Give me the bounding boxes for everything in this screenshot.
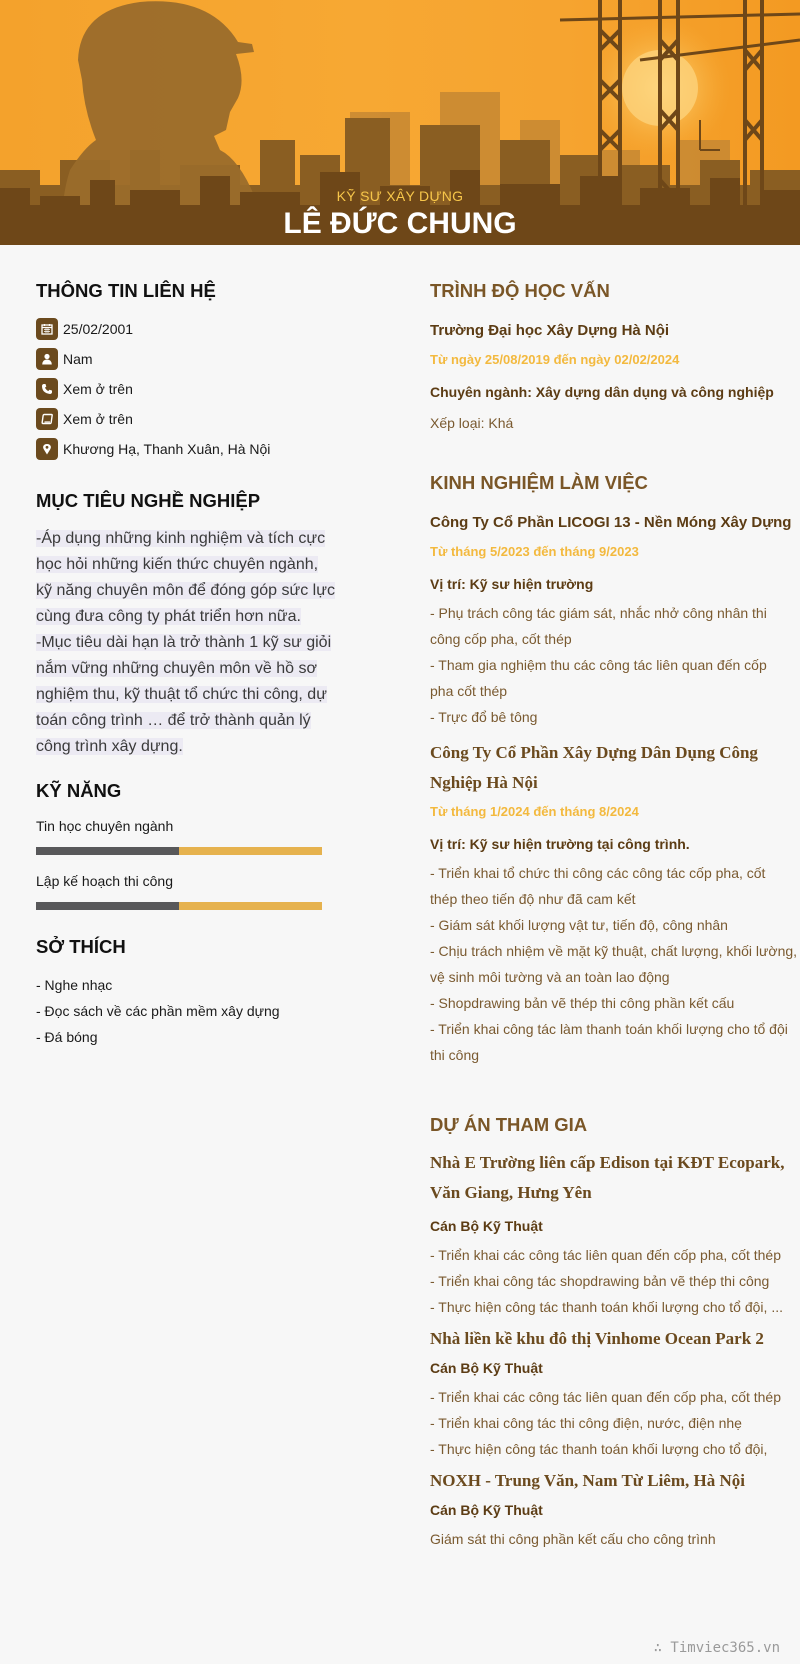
experience-section-title: KINH NGHIỆM LÀM VIỆC bbox=[430, 472, 648, 493]
job-description bbox=[430, 860, 800, 1068]
hobby-item: - Đá bóng bbox=[36, 1029, 98, 1045]
project-desc-line: - Triển khai công tác thi công điện, nước, điện nhẹ bbox=[430, 1415, 742, 1431]
email-icon bbox=[36, 408, 58, 430]
education-period: Từ ngày 25/08/2019 đến ngày 02/02/2024 bbox=[430, 352, 680, 367]
skill-bar bbox=[36, 847, 322, 855]
contact-item-gender bbox=[36, 344, 356, 374]
job-role: Vị trí: Kỹ sư hiện trường bbox=[430, 576, 594, 592]
skill-label: Tin học chuyên ngành bbox=[36, 818, 174, 834]
job-title: KỸ SƯ XÂY DỰNG bbox=[336, 188, 464, 204]
objective-line: toán công trình … để trở thành quản lý bbox=[36, 712, 311, 729]
location-icon bbox=[36, 438, 58, 460]
project-description bbox=[430, 1242, 800, 1320]
project-desc-line: - Thực hiện công tác thanh toán khối lượng cho tổ đội, ... bbox=[430, 1299, 783, 1315]
project-desc-line: - Triển khai các công tác liên quan đến cốp pha, cốt thép bbox=[430, 1389, 782, 1405]
contact-list bbox=[36, 314, 356, 464]
left-column bbox=[36, 280, 356, 1050]
contact-item-phone bbox=[36, 374, 356, 404]
job-company: Công Ty Cổ Phần Xây Dựng Dân Dụng Công Nghiệp Hà Nội bbox=[430, 743, 758, 792]
right-column bbox=[430, 280, 800, 1552]
job-period: Từ tháng 5/2023 đến tháng 9/2023 bbox=[430, 544, 639, 559]
project-description bbox=[430, 1384, 800, 1462]
project-role: Cán Bộ Kỹ Thuật bbox=[430, 1360, 543, 1376]
job-desc-line: công cốp pha, cốt thép bbox=[430, 631, 572, 647]
contact-phone-text: Xem ở trên bbox=[63, 381, 133, 397]
objective-text bbox=[36, 526, 356, 760]
hobby-item: - Đọc sách về các phần mềm xây dựng bbox=[36, 1003, 280, 1019]
watermark-text: Timviec365.vn bbox=[670, 1640, 780, 1656]
objective-line: nghiệm thu, kỹ thuật tổ chức thi công, dự bbox=[36, 686, 327, 703]
skill-label: Lập kế hoạch thi công bbox=[36, 873, 173, 889]
job-desc-line: - Tham gia nghiệm thu các công tác liên quan đến cốp bbox=[430, 657, 767, 673]
watermark-dots-icon: ∴ bbox=[653, 1640, 671, 1656]
job-company: Công Ty Cổ Phần LICOGI 13 - Nền Móng Xây Dựng bbox=[430, 514, 792, 531]
skill-bar bbox=[36, 902, 322, 910]
job-desc-line: - Shopdrawing bản vẽ thép thi công phần kết cấu bbox=[430, 995, 735, 1011]
project-desc-line: - Triển khai các công tác liên quan đến cốp pha, cốt thép bbox=[430, 1247, 782, 1263]
objective-line: nắm vững những chuyên môn về hồ sơ bbox=[36, 660, 317, 677]
job-desc-line: thép theo tiến độ như đã cam kết bbox=[430, 891, 636, 907]
objective-line: công trình xây dựng. bbox=[36, 738, 183, 755]
job-description bbox=[430, 600, 800, 730]
job-desc-line: - Phụ trách công tác giám sát, nhắc nhở công nhân thi bbox=[430, 605, 767, 621]
contact-item-birthday bbox=[36, 314, 356, 344]
job-desc-line: - Giám sát khối lượng vật tư, tiến độ, công nhân bbox=[430, 917, 728, 933]
contact-email-text: Xem ở trên bbox=[63, 411, 133, 427]
objective-line: -Mục tiêu dài hạn là trở thành 1 kỹ sư giỏi bbox=[36, 634, 332, 651]
job-desc-line: - Triển khai tổ chức thi công các công tác cốp pha, cốt bbox=[430, 865, 766, 881]
job-period: Từ tháng 1/2024 đến tháng 8/2024 bbox=[430, 804, 639, 819]
job-desc-line: vệ sinh môi tường và an toàn lao động bbox=[430, 969, 670, 985]
calendar-icon bbox=[36, 318, 58, 340]
candidate-name: LÊ ĐỨC CHUNG bbox=[283, 207, 517, 240]
projects-section-title: DỰ ÁN THAM GIA bbox=[430, 1114, 588, 1135]
objective-line: học hỏi những kiến thức chuyên ngành, bbox=[36, 556, 319, 573]
job-desc-line: - Trực đổ bê tông bbox=[430, 709, 538, 725]
contact-address-text: Khương Hạ, Thanh Xuân, Hà Nội bbox=[63, 441, 271, 457]
job-role: Vị trí: Kỹ sư hiện trường tại công trình. bbox=[430, 836, 690, 852]
phone-icon bbox=[36, 378, 58, 400]
objective-line: kỹ năng chuyên môn để đóng góp sức lực bbox=[36, 582, 335, 599]
project-desc-line: Giám sát thi công phần kết cấu cho công trình bbox=[430, 1531, 716, 1547]
objective-section-title: MỤC TIÊU NGHỀ NGHIỆP bbox=[36, 490, 261, 511]
project-name: Nhà liền kề khu đô thị Vinhome Ocean Park 2 bbox=[430, 1329, 764, 1348]
hobby-item: - Nghe nhạc bbox=[36, 977, 113, 993]
skill-bar-fill bbox=[36, 902, 179, 910]
hobbies-section-title: SỞ THÍCH bbox=[36, 936, 126, 957]
objective-line: cùng đưa công ty phát triển hơn nữa. bbox=[36, 608, 301, 625]
project-desc-line: - Thực hiện công tác thanh toán khối lượng cho tổ đội, bbox=[430, 1441, 768, 1457]
job-desc-line: pha cốt thép bbox=[430, 683, 508, 699]
education-major: Chuyên ngành: Xây dựng dân dụng và công nghiệp bbox=[430, 384, 774, 400]
project-desc-line: - Triển khai công tác shopdrawing bản vẽ thép thi công bbox=[430, 1273, 770, 1289]
education-grade: Xếp loại: Khá bbox=[430, 415, 514, 431]
skills-section-title: KỸ NĂNG bbox=[36, 780, 122, 801]
contact-item-address bbox=[36, 434, 356, 464]
education-school: Trường Đại học Xây Dựng Hà Nội bbox=[430, 322, 670, 339]
objective-line: -Áp dụng những kinh nghiệm và tích cực bbox=[36, 530, 326, 547]
user-icon bbox=[36, 348, 58, 370]
skill-bar-fill bbox=[36, 847, 179, 855]
skill-item bbox=[36, 873, 356, 910]
job-desc-line: thi công bbox=[430, 1047, 480, 1063]
watermark bbox=[654, 1640, 780, 1656]
contact-item-email bbox=[36, 404, 356, 434]
project-name: NOXH - Trung Văn, Nam Từ Liêm, Hà Nội bbox=[430, 1471, 745, 1490]
project-role: Cán Bộ Kỹ Thuật bbox=[430, 1502, 543, 1518]
project-description bbox=[430, 1526, 800, 1552]
job-desc-line: - Triển khai công tác làm thanh toán khối lượng cho tổ đội bbox=[430, 1021, 788, 1037]
job-desc-line: - Chịu trách nhiệm về mặt kỹ thuật, chất lượng, khối lường, bbox=[430, 943, 798, 959]
contact-section-title: THÔNG TIN LIÊN HỆ bbox=[36, 280, 216, 301]
contact-birthday-text: 25/02/2001 bbox=[63, 321, 134, 337]
project-role: Cán Bộ Kỹ Thuật bbox=[430, 1218, 543, 1234]
project-name: Nhà E Trường liên cấp Edison tại KĐT Ecopark, Văn Giang, Hưng Yên bbox=[430, 1153, 785, 1202]
contact-gender-text: Nam bbox=[63, 351, 93, 367]
education-section-title: TRÌNH ĐỘ HỌC VẤN bbox=[430, 280, 610, 301]
skill-item bbox=[36, 818, 356, 855]
header-banner bbox=[0, 0, 800, 245]
